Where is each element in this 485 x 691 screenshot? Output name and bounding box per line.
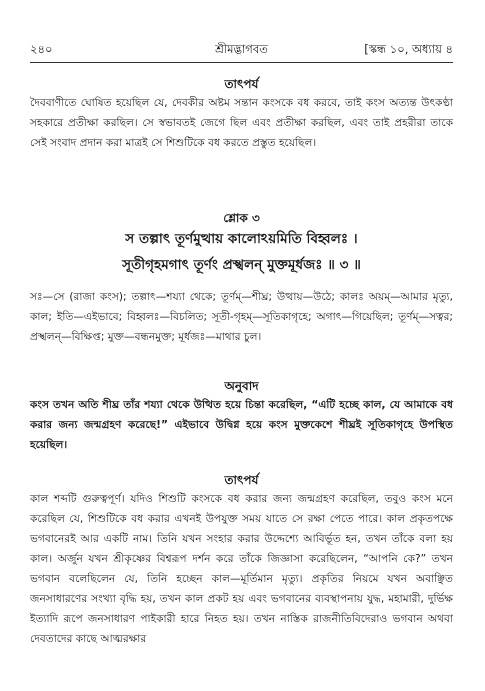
synonyms-paragraph: সঃ—সে (রাজা কংস); তল্পাৎ—শয্যা থেকে; তূর্ণম্—শীঘ্র; উত্থায়—উঠে; কালঃ অয়ম্—আমার মৃত্যু, কাল; ইতি—এইভাবে; বিহ্বলঃ—বিচলিত; সূতী-গৃহম্—সূতিকাগৃহে; অগাৎ—গিয়েছিল; তূর্ণম্—সত্বর; প্রস্খলন্—বিক্ষিপ্ত; মুক্ত—বন্ধনমুক্ত; মূর্ধজঃ—মাথার চুল। [30,291,453,343]
translation-heading: অনুবাদ [224,379,259,393]
page-number: ২৪০ [30,42,53,56]
translation-paragraph: কংস তখন অতি শীঘ্র তাঁর শয্যা থেকে উত্থিত হয়ে চিন্তা করেছিল, “এটি হচ্ছে কাল, যে আমাকে বধ করার জন্য জন্মগ্রহণ করেছে!” এইভাবে উদ্বিগ্ন হয়ে কংস মুক্তকেশে শীঘ্রই সূতিকাগৃহে উপস্থিত হয়েছিল। [30,399,453,451]
verse-line-2: সূতীগৃহমগাৎ তূর্ণং প্রস্খলন্ মুক্তমূর্ধজঃ ॥ ৩ ॥ [122,257,361,273]
purport-heading: তাৎপর্য [224,77,259,91]
purport-paragraph: দৈববাণীতে ঘোষিত হয়েছিল যে, দেবকীর অষ্টম সন্তান কংসকে বধ করবে, তাই কংস অত্যন্ত উৎকণ্ঠা সহকারে প্রতীক্ষা করছিল। সে স্বভাবতই জেগে ছিল এবং প্রতীক্ষা করছিল, এবং তাই প্রহরীরা তাকে সেই সংবাদ প্রদান করা মাত্রই সে শিশুটিকে বধ করতে প্রস্তুত হয়েছিল। [30,97,453,149]
purport-paragraph-2: কাল শব্দটি গুরুত্বপূর্ণ। যদিও শিশুটি কংসকে বধ করার জন্য জন্মগ্রহণ করেছিল, তবুও কংস মনে করেছিল যে, শিশুটিকে বধ করার এখনই উপযুক্ত সময় যাতে সে রক্ষা পেতে পারে। কাল প্রকৃতপক্ষে ভগবানেরই আর একটি নাম। তিনি যখন সংহার করার উদ্দেশ্যে আবির্ভূত হন, তখন তাঁকে বলা হয় কাল। অর্জুন যখন শ্রীকৃষ্ণের বিশ্বরূপ দর্শন করে তাঁকে জিজ্ঞাসা করেছিলেন, “আপনি কে?” তখন ভগবান বলেছিলেন যে, তিনি হচ্ছেন কাল—মূর্তিমান মৃত্যু। প্রকৃতির নিয়মে যখন অবাঞ্ছিত জনসাধারণের সংখ্যা বৃদ্ধি হয়, তখন কাল প্রকট হয় এবং ভগবানের ব্যবস্থাপনায় যুদ্ধ, মহামারী, দুর্ভিক্ষ ইত্যাদি রূপে জনসাধারণ পাইকারী হারে নিহত হয়। তখন নাস্তিক রাজনীতিবিদেরাও ভগবান অথবা দেবতাদের কাছে আত্মরক্ষার [30,493,453,645]
section-label: [স্কন্ধ ১০, অধ্যায় ৪ [364,42,453,56]
header-rule [30,62,453,63]
verse-text [30,226,453,278]
page-header [30,41,453,61]
verse-heading: শ্লোক ৩ [223,211,260,225]
verse-line-1: স তল্পাৎ তূর্ণমুত্থায় কালোঽয়মিতি বিহ্বলঃ । [125,231,358,247]
purport-heading-2: তাৎপর্য [224,473,259,487]
running-title: শ্রীমদ্ভাগবত [215,42,268,56]
